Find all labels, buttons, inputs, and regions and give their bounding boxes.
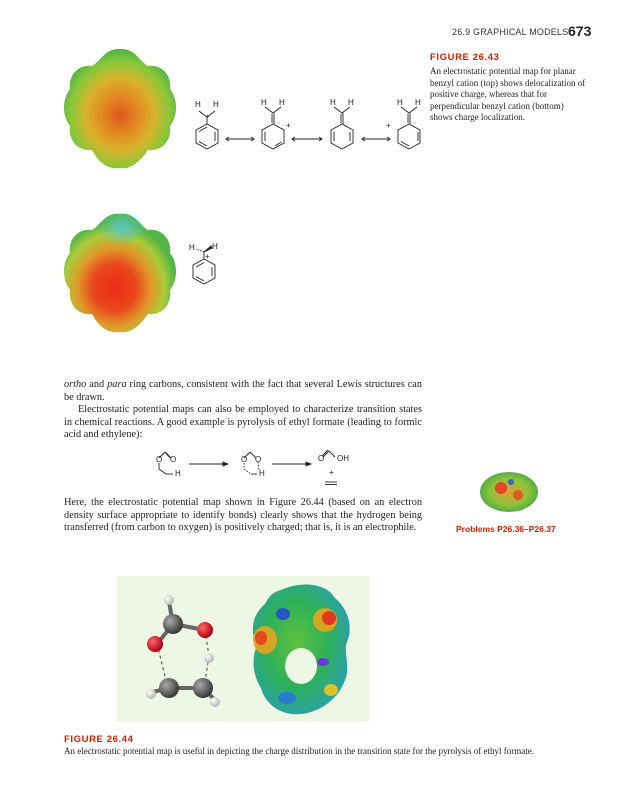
charge-label: + bbox=[386, 121, 391, 130]
charge-label: + bbox=[205, 112, 210, 121]
emphasis-ortho: ortho bbox=[64, 379, 87, 390]
perpendicular-benzyl-cation-structure bbox=[180, 236, 230, 296]
text-rest: ring carbons, consistent with the fact that several Lewis structures can be drawn. bbox=[64, 379, 423, 403]
atom-label: O bbox=[156, 455, 163, 464]
figure-26-43-caption: An electrostatic potential map for planar benzyl cation (top) shows delocalization of positive charge, whereas that for perpendicular benzyl cation (bottom) shows charge localization. bbox=[430, 66, 586, 122]
text-and: and bbox=[86, 379, 108, 390]
problems-reference: Problems P26.36–P26.37 bbox=[456, 524, 556, 534]
figure-26-44-panel bbox=[117, 576, 369, 722]
atom-label: H bbox=[213, 100, 219, 109]
atom-label: H bbox=[175, 469, 181, 478]
body-paragraph-continuation bbox=[64, 379, 422, 404]
atom-label: O bbox=[241, 455, 248, 464]
figure-26-44-caption: An electrostatic potential map is useful in depicting the charge distribution in the transition state for the pyrolysis of ethyl formate. bbox=[64, 746, 534, 756]
atom-label: H bbox=[259, 469, 265, 478]
atom-label: H bbox=[279, 98, 285, 107]
electrostatic-map-icon bbox=[478, 470, 540, 514]
atom-label: H bbox=[261, 98, 267, 107]
atom-label: O bbox=[318, 454, 325, 463]
page-number: 673 bbox=[568, 23, 592, 39]
atom-label: H bbox=[195, 100, 201, 109]
atom-label: O bbox=[255, 455, 262, 464]
body-paragraphs bbox=[64, 379, 422, 442]
transition-state-electrostatic-map bbox=[243, 580, 361, 720]
body-paragraph-electrophile-text: Here, the electrostatic potential map shown in Figure 26.44 (based on an electron density surface appropriate to identify bonds) clearly shows that the hydrogen being transferred (from carbon to oxygen) is positively charged; that is, it is an electrophile. bbox=[64, 497, 422, 534]
atom-label: H bbox=[330, 98, 336, 107]
ethyl-formate-pyrolysis-scheme bbox=[140, 446, 370, 494]
charge-label: + bbox=[205, 252, 210, 261]
atom-label: H bbox=[397, 98, 403, 107]
esp-map-planar-benzyl-cation bbox=[60, 44, 180, 174]
benzyl-cation-resonance-structures bbox=[176, 94, 430, 160]
atom-label: H bbox=[415, 98, 421, 107]
atom-label: O bbox=[170, 455, 177, 464]
charge-label: + bbox=[329, 468, 334, 477]
emphasis-para: para bbox=[107, 379, 127, 390]
product-label: OH bbox=[337, 454, 349, 463]
figure-26-43-label: FIGURE 26.43 bbox=[430, 52, 500, 63]
running-head: 26.9 GRAPHICAL MODELS bbox=[452, 27, 569, 37]
body-paragraph-transition-states: Electrostatic potential maps can also be employed to characterize transition states in chemical reactions. A good example is pyrolysis of ethyl formate (leading to formic acid and ethylene): bbox=[64, 404, 422, 441]
atom-label: H bbox=[189, 243, 195, 252]
body-paragraph-electrophile bbox=[64, 497, 422, 535]
atom-label: H bbox=[212, 242, 218, 251]
figure-26-44-label: FIGURE 26.44 bbox=[64, 734, 134, 745]
atom-label: H bbox=[348, 98, 354, 107]
charge-label: + bbox=[286, 121, 291, 130]
esp-map-perpendicular-benzyl-cation bbox=[60, 206, 180, 336]
